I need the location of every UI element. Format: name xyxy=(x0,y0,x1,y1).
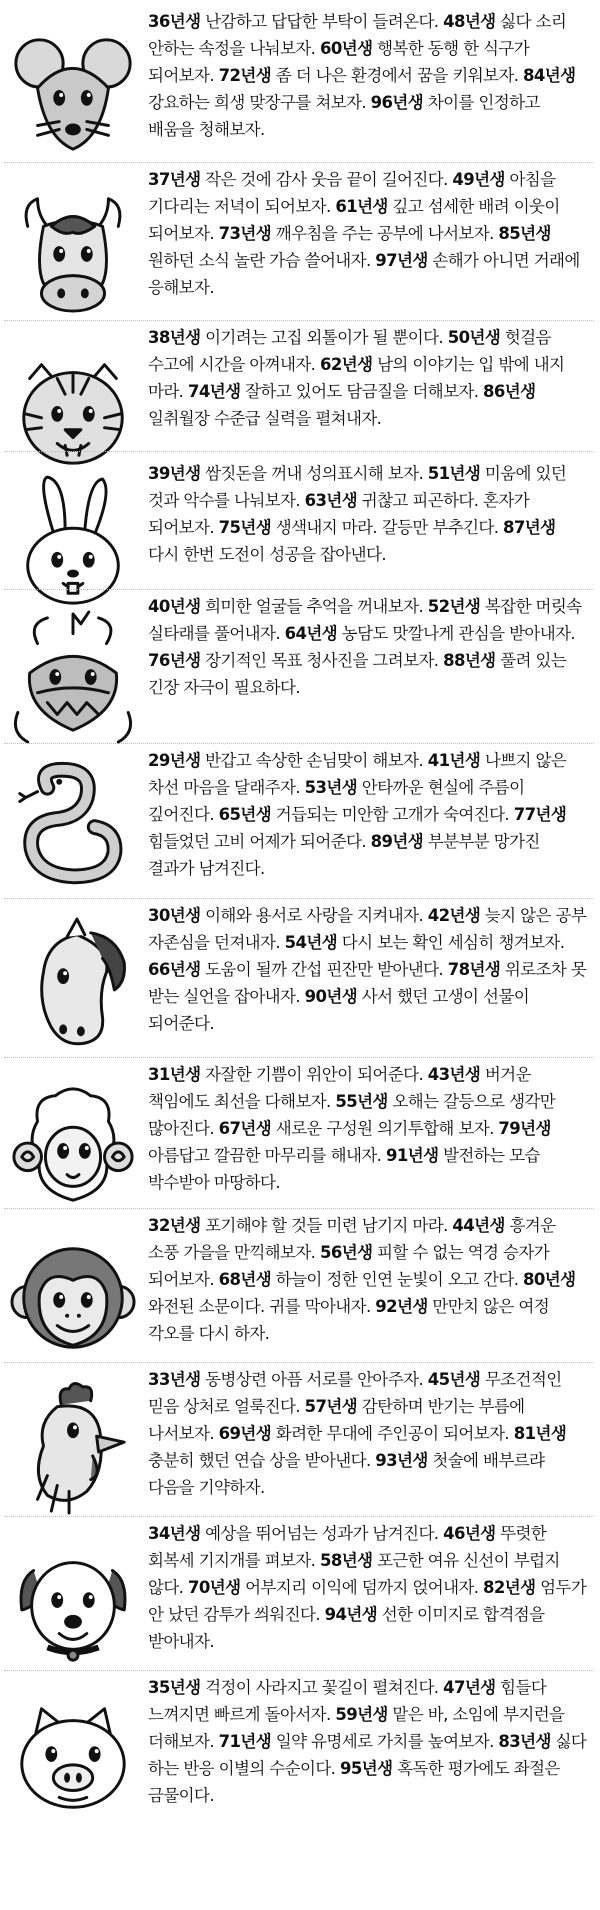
birth-year-label: 43년생 xyxy=(427,1065,481,1084)
birth-year-label: 49년생 xyxy=(452,170,505,189)
fortune-sentence: 좀 더 나은 환경에서 꿈을 키워보자. xyxy=(271,66,524,85)
fortune-sentence: 와전된 소문이다. 귀를 막아내자. xyxy=(148,1297,376,1316)
birth-year-label: 38년생 xyxy=(148,328,201,347)
birth-year-label: 89년생 xyxy=(370,832,424,851)
birth-year-label: 95년생 xyxy=(339,1759,393,1778)
fortune-sentence: 미움에 있던 것과 악수를 나눠보자. xyxy=(148,464,567,510)
fortune-sentence: 싫다 소리 안하는 속정을 나눠보자. xyxy=(148,12,567,58)
fortune-text xyxy=(148,1366,588,1501)
fortune-sentence: 혹독한 평가에도 좌절은 금물이다. xyxy=(148,1759,560,1805)
fortune-sentence: 손해가 아니면 거래에 응해보자. xyxy=(148,251,580,297)
fortune-sentence: 차이를 인정하고 배움을 청해보자. xyxy=(148,93,540,139)
fortune-sentence: 흥겨운 소풍 가을을 만끽해보자. xyxy=(148,1216,556,1262)
ox-icon xyxy=(8,176,138,326)
birth-year-label: 62년생 xyxy=(319,355,373,374)
fortune-sentence: 사서 했던 고생이 선물이 되어준다. xyxy=(148,987,530,1033)
birth-year-label: 85년생 xyxy=(498,224,551,243)
birth-year-label: 71년생 xyxy=(218,1732,272,1751)
birth-year-label: 94년생 xyxy=(324,1605,378,1624)
fortune-sentence: 부분부분 망가진 결과가 남겨진다. xyxy=(148,832,540,878)
birth-year-label: 40년생 xyxy=(148,597,201,616)
fortune-sentence: 일약 유명세로 가치를 높여보자. xyxy=(271,1732,499,1751)
fortune-sentence: 작은 것에 감사 웃음 끝이 길어진다. xyxy=(200,170,453,189)
fortune-text xyxy=(148,1212,588,1347)
tiger-icon xyxy=(8,334,138,484)
fortune-sentence: 깊고 섬세한 배려 이웃이 되어보자. xyxy=(148,197,560,243)
fortune-text xyxy=(148,324,588,432)
fortune-sentence: 장기적인 목표 청사진을 그려보자. xyxy=(200,651,444,670)
fortune-text xyxy=(148,1674,588,1809)
birth-year-label: 93년생 xyxy=(375,1451,428,1470)
fortune-sentence: 안타까운 현실에 주름이 깊어진다. xyxy=(148,778,525,824)
birth-year-label: 48년생 xyxy=(443,12,496,31)
birth-year-label: 64년생 xyxy=(284,624,338,643)
section-divider xyxy=(4,1057,594,1058)
fortune-sentence: 잘하고 있어도 담금질을 더해보자. xyxy=(240,382,484,401)
birth-year-label: 61년생 xyxy=(335,197,388,216)
fortune-sentence: 복잡한 머릿속 실타래를 풀어내자. xyxy=(148,597,582,643)
section-divider xyxy=(4,743,594,744)
birth-year-label: 84년생 xyxy=(523,66,576,85)
fortune-sentence: 위로조차 못 받는 실언을 잡아내자. xyxy=(148,960,587,1006)
birth-year-label: 77년생 xyxy=(513,805,567,824)
fortune-sentence: 귀찮고 피곤하다. 혼자가 되어보자. xyxy=(148,491,530,537)
birth-year-label: 88년생 xyxy=(443,651,496,670)
fortune-sentence: 첫술에 배부르랴 다음을 기약하자. xyxy=(148,1451,545,1497)
birth-year-label: 68년생 xyxy=(218,1270,272,1289)
section-divider xyxy=(4,1670,594,1671)
section-divider xyxy=(4,1208,594,1209)
birth-year-label: 74년생 xyxy=(187,382,241,401)
birth-year-label: 63년생 xyxy=(304,491,358,510)
birth-year-label: 92년생 xyxy=(375,1297,428,1316)
fortune-text xyxy=(148,902,588,1037)
birth-year-label: 70년생 xyxy=(187,1578,241,1597)
birth-year-label: 66년생 xyxy=(148,960,201,979)
birth-year-label: 46년생 xyxy=(443,1524,496,1543)
birth-year-label: 83년생 xyxy=(498,1732,551,1751)
fortune-sentence: 도움이 될까 간섭 핀잔만 받아낸다. xyxy=(200,960,448,979)
birth-year-label: 44년생 xyxy=(452,1216,505,1235)
fortune-sentence: 뚜렷한 회복세 기지개를 펴보자. xyxy=(148,1524,547,1570)
fortune-sentence: 엄두가 안 났던 감투가 씌워진다. xyxy=(148,1578,587,1624)
fortune-sentence: 맡은 바, 소임에 부지런을 더해보자. xyxy=(148,1705,565,1751)
fortune-sentence: 다시 보는 확인 세심히 챙겨보자. xyxy=(337,933,565,952)
birth-year-label: 29년생 xyxy=(148,751,201,770)
fortune-sentence: 원하던 소식 놀란 가슴 쓸어내자. xyxy=(148,251,376,270)
fortune-sentence: 희미한 얼굴들 추억을 꺼내보자. xyxy=(200,597,428,616)
birth-year-label: 82년생 xyxy=(483,1578,536,1597)
section-divider xyxy=(4,1516,594,1517)
fortune-sentence: 강요하는 희생 맞장구를 쳐보자. xyxy=(148,93,371,112)
fortune-sentence: 싫다 하는 반응 이별의 수순이다. xyxy=(148,1732,587,1778)
fortune-sentence: 늦지 않은 공부 자존심을 던져내자. xyxy=(148,906,587,952)
birth-year-label: 52년생 xyxy=(427,597,481,616)
birth-year-label: 30년생 xyxy=(148,906,201,925)
birth-year-label: 73년생 xyxy=(218,224,272,243)
birth-year-label: 79년생 xyxy=(498,1119,551,1138)
snake-icon xyxy=(8,757,138,907)
fortune-sentence: 이기려는 고집 외톨이가 될 뿐이다. xyxy=(200,328,448,347)
fortune-sentence: 쌈짓돈을 꺼내 성의표시해 보자. xyxy=(200,464,428,483)
fortune-sentence: 예상을 뛰어넘는 성과가 남겨진다. xyxy=(200,1524,444,1543)
fortune-sentence: 피할 수 없는 역경 승자가 되어보자. xyxy=(148,1243,550,1289)
sheep-icon xyxy=(8,1071,138,1221)
fortune-sentence: 무조건적인 믿음 상처로 얼룩진다. xyxy=(148,1370,562,1416)
fortune-text xyxy=(148,1520,588,1655)
fortune-sentence: 생색내지 마라. 갈등만 부추긴다. xyxy=(271,518,504,537)
birth-year-label: 41년생 xyxy=(427,751,481,770)
birth-year-label: 34년생 xyxy=(148,1524,201,1543)
horse-icon xyxy=(8,912,138,1062)
birth-year-label: 47년생 xyxy=(443,1678,496,1697)
section-divider xyxy=(4,898,594,899)
birth-year-label: 55년생 xyxy=(335,1092,388,1111)
fortune-sentence: 난감하고 답답한 부탁이 들려온다. xyxy=(200,12,444,31)
birth-year-label: 76년생 xyxy=(148,651,201,670)
birth-year-label: 32년생 xyxy=(148,1216,201,1235)
birth-year-label: 53년생 xyxy=(304,778,358,797)
section-divider xyxy=(4,162,594,163)
birth-year-label: 37년생 xyxy=(148,170,201,189)
fortune-sentence: 자잘한 기쁨이 위안이 되어준다. xyxy=(200,1065,428,1084)
fortune-text xyxy=(148,1061,588,1196)
fortune-sentence: 어부지리 이익에 덤까지 얹어내자. xyxy=(240,1578,484,1597)
birth-year-label: 78년생 xyxy=(447,960,501,979)
birth-year-label: 54년생 xyxy=(284,933,338,952)
birth-year-label: 67년생 xyxy=(218,1119,272,1138)
birth-year-label: 57년생 xyxy=(304,1397,358,1416)
birth-year-label: 35년생 xyxy=(148,1678,201,1697)
fortune-text xyxy=(148,166,588,301)
birth-year-label: 36년생 xyxy=(148,12,201,31)
rooster-icon xyxy=(8,1376,138,1526)
birth-year-label: 42년생 xyxy=(427,906,481,925)
fortune-sentence: 만만치 않은 여정 각오를 다시 하자. xyxy=(148,1297,550,1343)
birth-year-label: 56년생 xyxy=(319,1243,373,1262)
birth-year-label: 39년생 xyxy=(148,464,201,483)
rat-icon xyxy=(8,18,138,168)
fortune-sentence: 일취월장 수준급 실력을 펼쳐내자. xyxy=(148,409,382,428)
fortune-sentence: 충분히 했던 연습 상을 받아낸다. xyxy=(148,1451,376,1470)
fortune-sentence: 새로운 구성원 의기투합해 보자. xyxy=(271,1119,499,1138)
birth-year-label: 80년생 xyxy=(523,1270,576,1289)
fortune-sentence: 풀려 있는 긴장 자극이 필요하다. xyxy=(148,651,567,697)
fortune-sentence: 아침을 기다리는 저녁이 되어보자. xyxy=(148,170,556,216)
fortune-sentence: 감탄하며 반기는 부름에 나서보자. xyxy=(148,1397,525,1443)
fortune-text xyxy=(148,747,588,882)
birth-year-label: 59년생 xyxy=(335,1705,388,1724)
birth-year-label: 75년생 xyxy=(218,518,272,537)
rabbit-icon xyxy=(8,470,138,620)
birth-year-label: 90년생 xyxy=(304,987,358,1006)
birth-year-label: 87년생 xyxy=(503,518,556,537)
fortune-text xyxy=(148,8,588,143)
birth-year-label: 96년생 xyxy=(370,93,424,112)
birth-year-label: 86년생 xyxy=(483,382,536,401)
fortune-sentence: 반갑고 속상한 손님맞이 해보자. xyxy=(200,751,428,770)
monkey-icon xyxy=(8,1222,138,1372)
birth-year-label: 65년생 xyxy=(218,805,272,824)
dog-icon xyxy=(8,1530,138,1680)
fortune-sentence: 힘들다 느껴지면 빠르게 돌아서자. xyxy=(148,1678,547,1724)
birth-year-label: 31년생 xyxy=(148,1065,201,1084)
fortune-sentence: 동병상련 아픔 서로를 안아주자. xyxy=(200,1370,428,1389)
dragon-icon xyxy=(8,603,138,753)
fortune-sentence: 깨우침을 주는 공부에 나서보자. xyxy=(271,224,499,243)
fortune-sentence: 포근한 여유 신선이 부럽지 않다. xyxy=(148,1551,560,1597)
fortune-sentence: 버거운 책임에도 최선을 다해보자. xyxy=(148,1065,531,1111)
birth-year-label: 58년생 xyxy=(319,1551,373,1570)
fortune-sentence: 행복한 동행 한 식구가 되어보자. xyxy=(148,39,530,85)
fortune-sentence: 힘들었던 고비 어제가 되어준다. xyxy=(148,832,371,851)
section-divider xyxy=(4,451,594,452)
fortune-sentence: 화려한 무대에 주인공이 되어보자. xyxy=(271,1424,514,1443)
section-divider xyxy=(4,320,594,321)
birth-year-label: 33년생 xyxy=(148,1370,201,1389)
fortune-sentence: 하늘이 정한 인연 눈빛이 오고 간다. xyxy=(271,1270,524,1289)
fortune-sentence: 포기해야 할 것들 미련 남기지 마라. xyxy=(200,1216,453,1235)
fortune-sentence: 거듭되는 미안함 고개가 숙여진다. xyxy=(271,805,514,824)
fortune-sentence: 오해는 갈등으로 생각만 많아진다. xyxy=(148,1092,556,1138)
birth-year-label: 60년생 xyxy=(319,39,373,58)
fortune-sentence: 이해와 용서로 사랑을 지켜내자. xyxy=(200,906,428,925)
fortune-sentence: 다시 한번 도전이 성공을 잡아낸다. xyxy=(148,545,386,564)
birth-year-label: 51년생 xyxy=(427,464,481,483)
fortune-sentence: 아름답고 깔끔한 마무리를 해내자. xyxy=(148,1146,386,1165)
birth-year-label: 91년생 xyxy=(385,1146,439,1165)
fortune-sentence: 헛걸음 수고에 시간을 아껴내자. xyxy=(148,328,551,374)
fortune-sentence: 남의 이야기는 입 밖에 내지 마라. xyxy=(148,355,565,401)
fortune-sentence: 나쁘지 않은 차선 마음을 달래주자. xyxy=(148,751,567,797)
birth-year-label: 50년생 xyxy=(447,328,501,347)
birth-year-label: 81년생 xyxy=(513,1424,567,1443)
fortune-sentence: 걱정이 사라지고 꽃길이 펼쳐진다. xyxy=(200,1678,444,1697)
section-divider xyxy=(4,589,594,590)
section-divider xyxy=(4,1362,594,1363)
fortune-sentence: 농담도 맛깔나게 관심을 받아내자. xyxy=(337,624,576,643)
fortune-text xyxy=(148,460,588,568)
birth-year-label: 72년생 xyxy=(218,66,272,85)
fortune-sentence: 발전하는 모습 박수받아 마땅하다. xyxy=(148,1146,540,1192)
birth-year-label: 69년생 xyxy=(218,1424,272,1443)
fortune-sentence: 선한 이미지로 합격점을 받아내자. xyxy=(148,1605,545,1651)
fortune-text xyxy=(148,593,588,701)
pig-icon xyxy=(8,1684,138,1834)
birth-year-label: 97년생 xyxy=(375,251,428,270)
birth-year-label: 45년생 xyxy=(427,1370,481,1389)
